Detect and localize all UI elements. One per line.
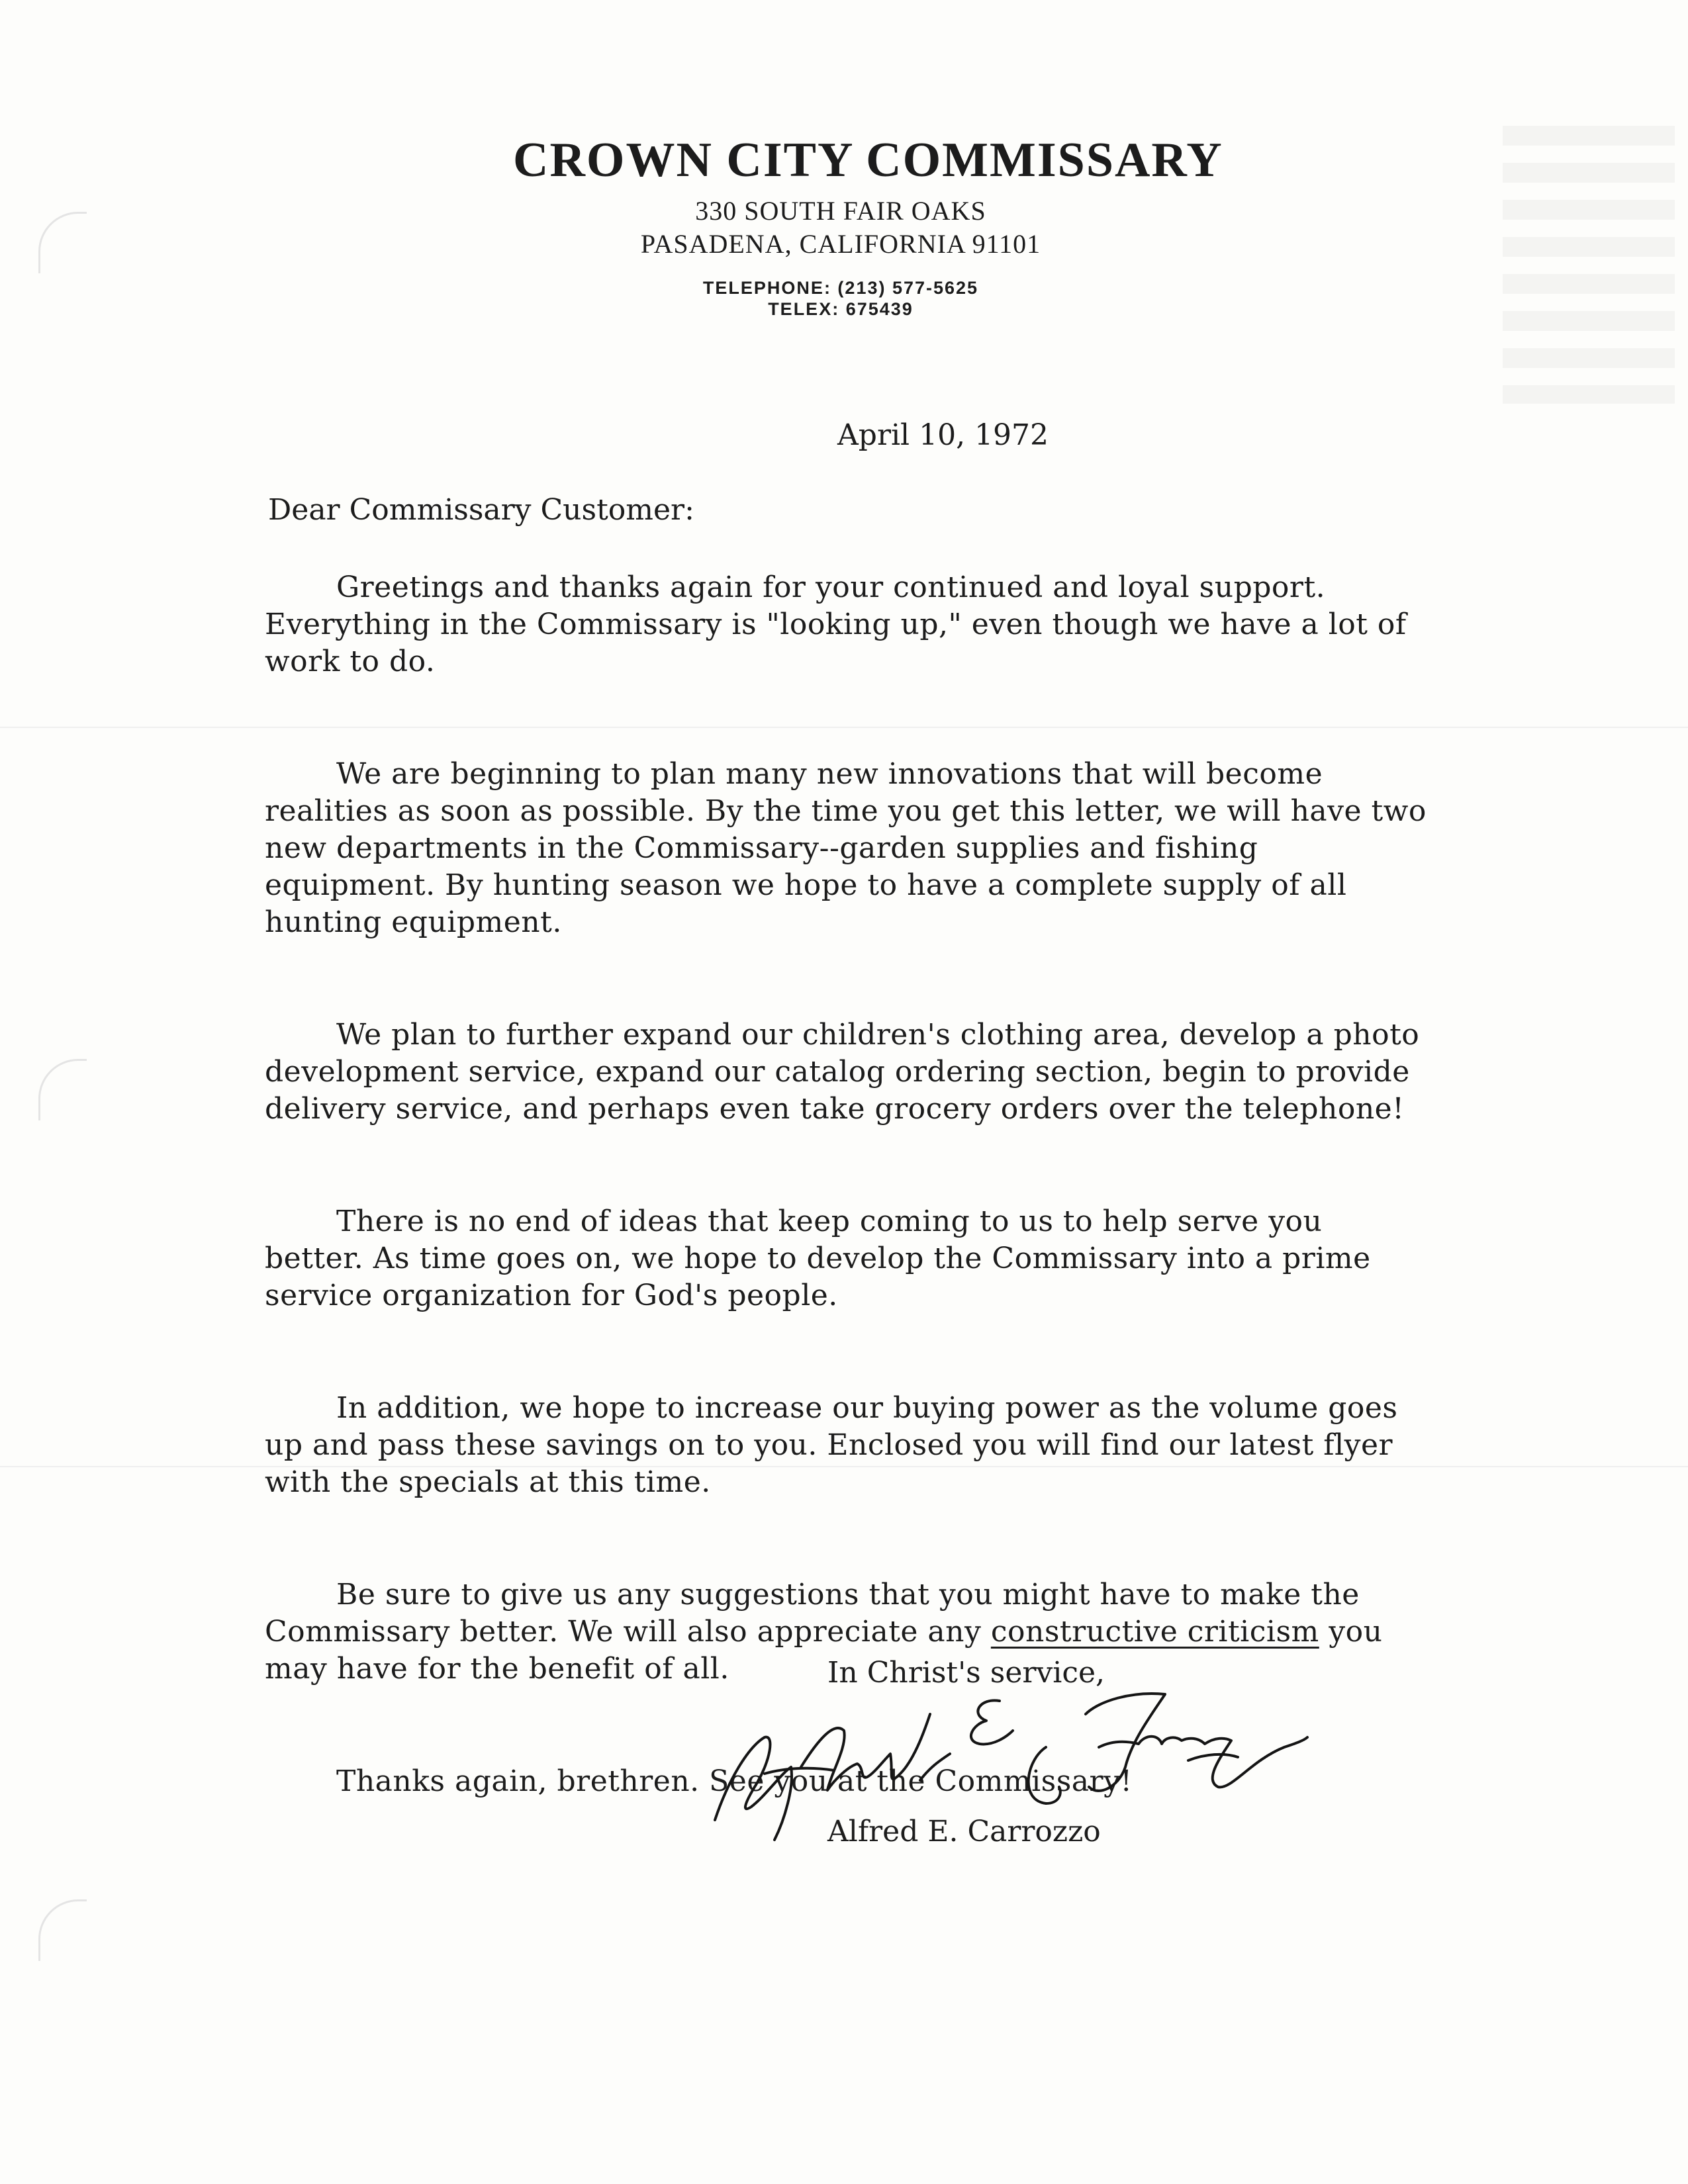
show-through-text	[1503, 126, 1675, 404]
letter-body	[265, 569, 1430, 1800]
punch-hole-mark	[38, 1899, 87, 1961]
paragraph: In addition, we hope to increase our buying power as the volume goes up and pass these savings on to you. Enclosed you will find our latest flyer with the specials at this time.	[265, 1391, 1398, 1499]
paragraph-text: Be sure to give us any suggestions that you might have to make the Commissary better. We will also appreciate any	[265, 1578, 1360, 1649]
punch-hole-mark	[38, 212, 87, 273]
salutation: Dear Commissary Customer:	[268, 493, 694, 527]
paragraph: Thanks again, brethren. See you at the Commissary!	[336, 1764, 1133, 1798]
closing: In Christ's service,	[827, 1656, 1105, 1690]
telephone: TELEPHONE: (213) 577-5625	[702, 278, 979, 298]
address-line-1: 330 SOUTH FAIR OAKS	[695, 196, 986, 226]
punch-hole-mark	[38, 1059, 87, 1120]
paragraph: We plan to further expand our children's clothing area, develop a photo development service, expand our catalog ordering section, begin to provide delivery service, and perhaps even take grocery orders over the telephone!	[265, 1018, 1420, 1126]
letter-date: April 10, 1972	[837, 418, 1049, 452]
organization-name: CROWN CITY COMMISSARY	[513, 133, 1223, 187]
telex: TELEX: 675439	[768, 299, 914, 319]
paragraph: Greetings and thanks again for your continued and loyal support. Everything in the Commissary is "looking up," even though we have a lot of work to do.	[265, 570, 1407, 678]
signer-name: Alfred E. Carrozzo	[827, 1815, 1101, 1848]
address-line-2: PASADENA, CALIFORNIA 91101	[640, 229, 1041, 259]
underlined-phrase: constructive criticism	[990, 1615, 1319, 1649]
paragraph-text: you may have for the benefit of all.	[265, 1615, 1383, 1686]
paragraph: There is no end of ideas that keep coming to us to help serve you better. As time goes on, we hope to develop the Commissary into a prime service organization for God's people.	[265, 1205, 1371, 1312]
paragraph: We are beginning to plan many new innovations that will become realities as soon as possible. By the time you get this letter, we will have two new departments in the Commissary--garden supplies and fishing equipment. By hunting season we hope to have a complete supply of all hunting equipment.	[265, 757, 1427, 939]
